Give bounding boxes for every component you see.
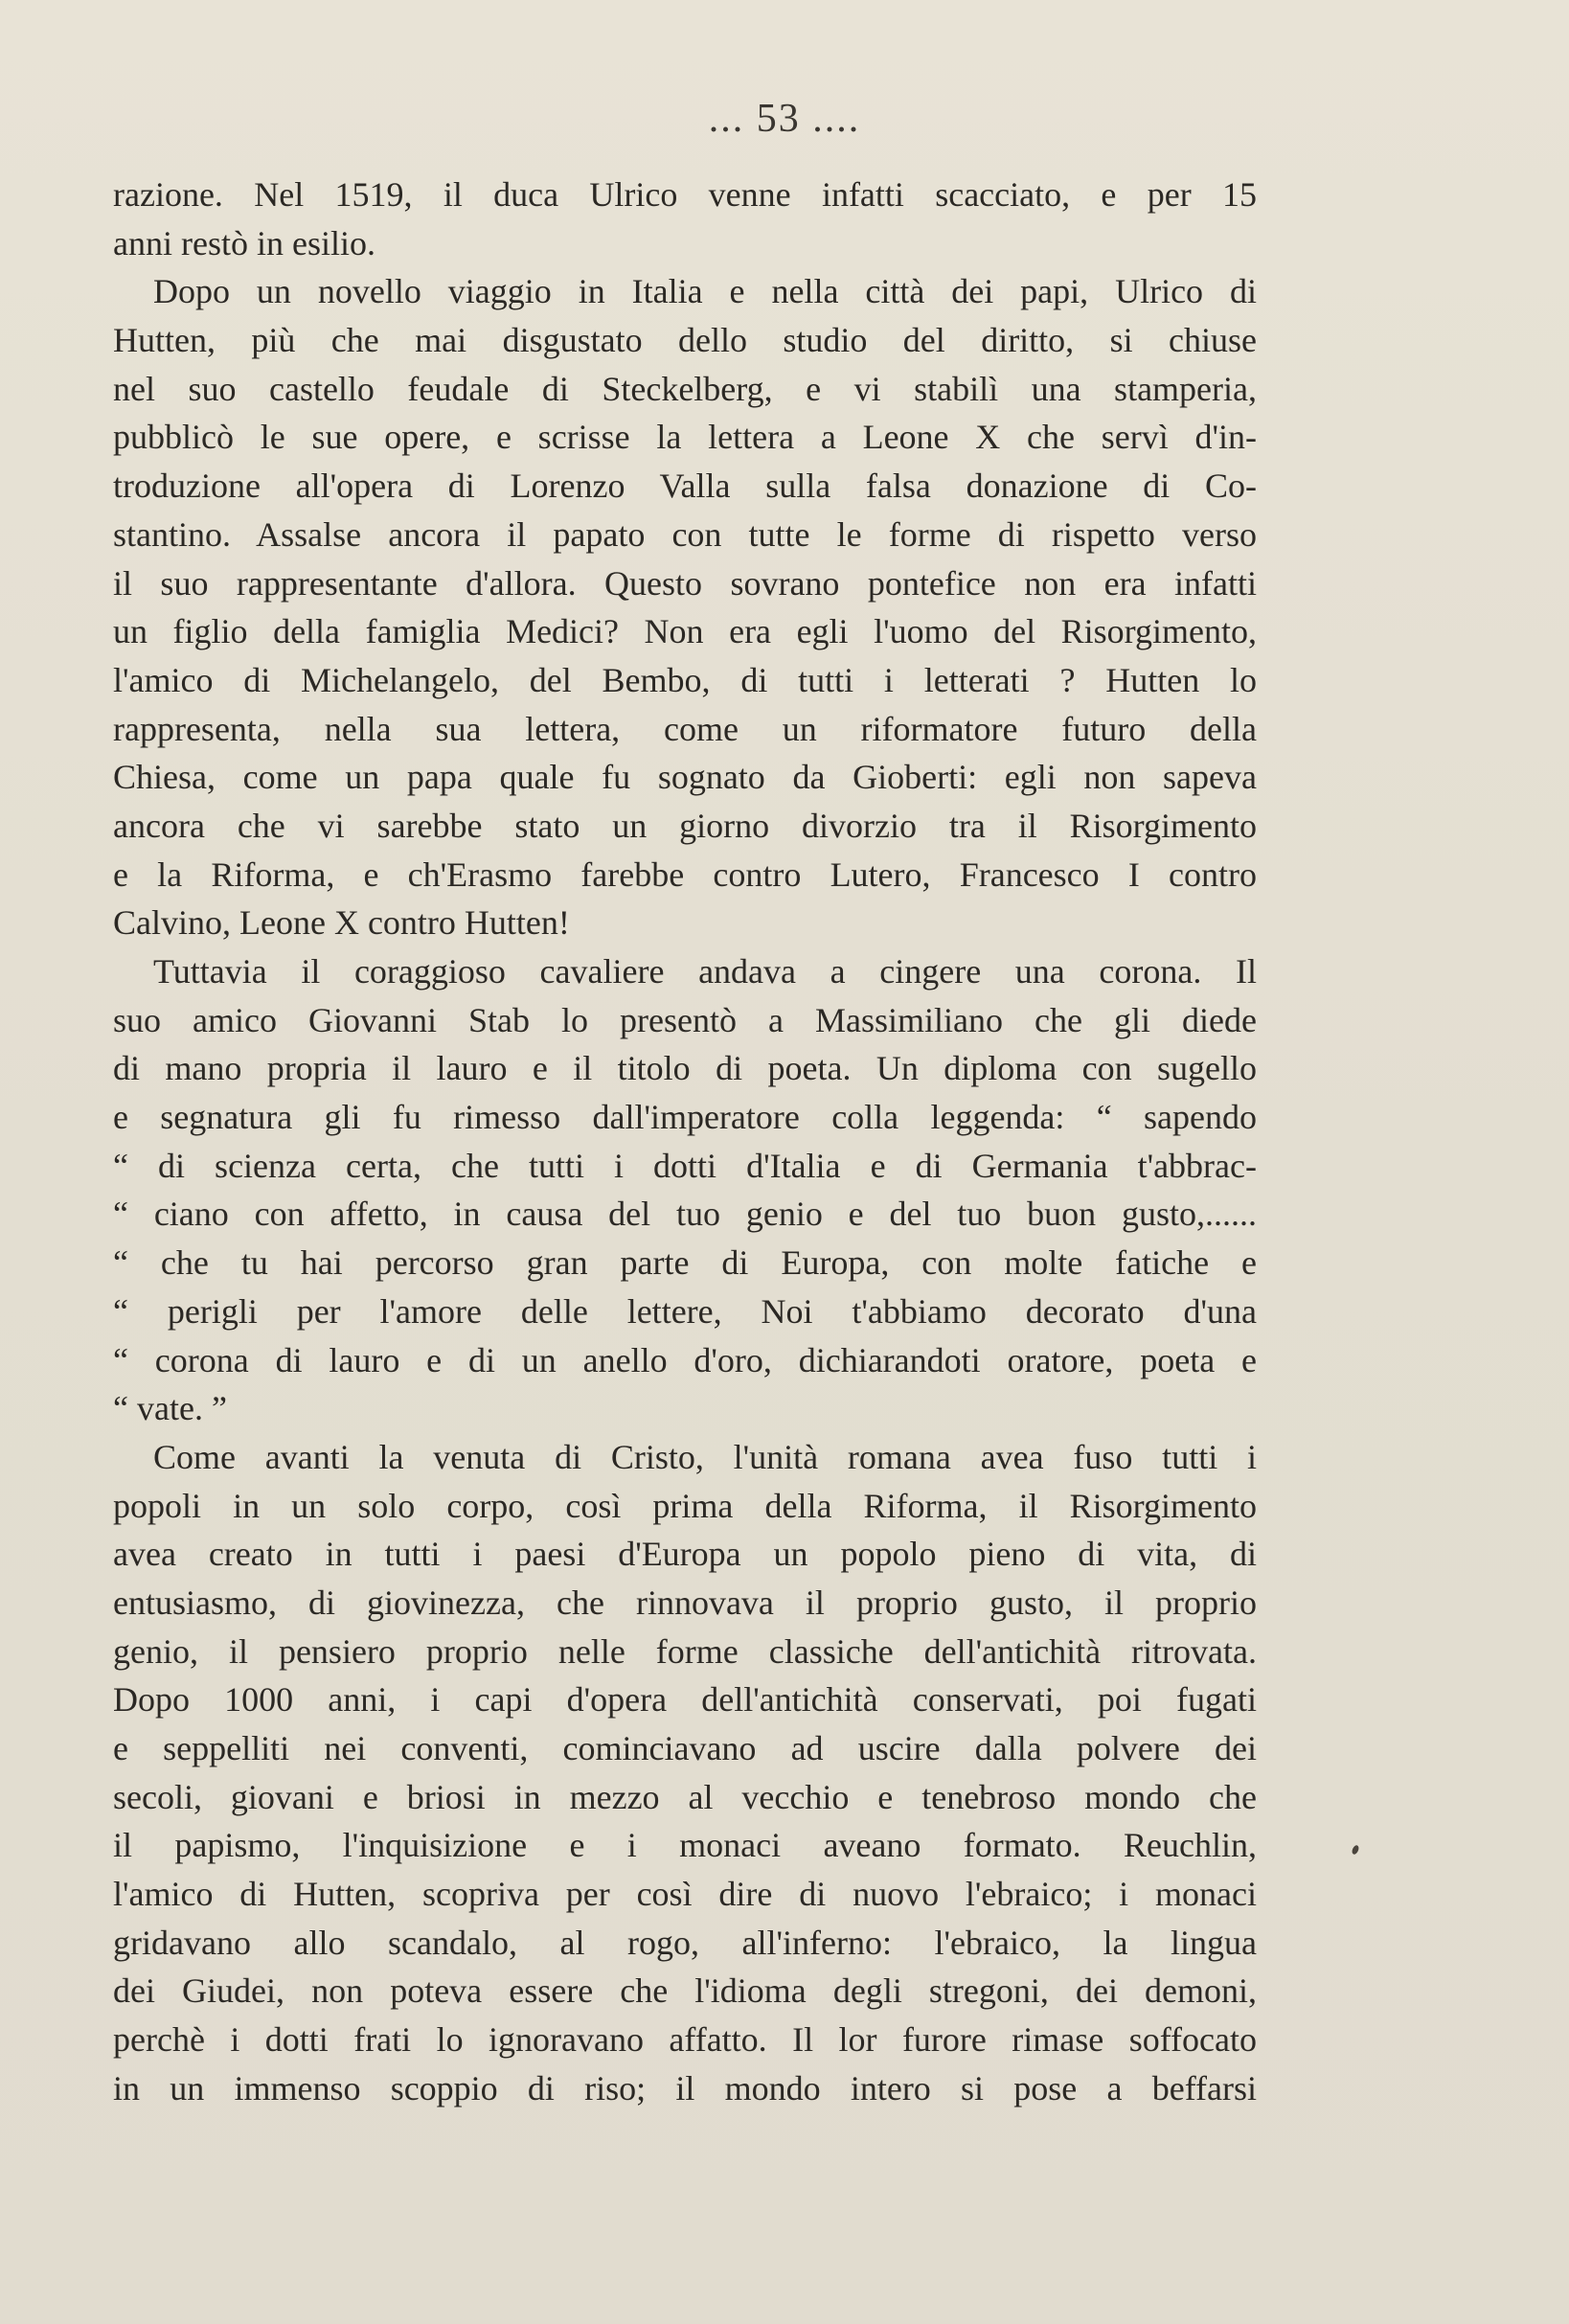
text-line: Come avanti la venuta di Cristo, l'unità romana avea fuso tutti i bbox=[153, 1437, 1257, 1476]
text-line: e segnatura gli fu rimesso dall'imperatore colla leggenda: “ sapendo bbox=[113, 1098, 1257, 1137]
text-line: “ ciano con affetto, in causa del tuo genio e del tuo buon gusto,...... bbox=[113, 1195, 1257, 1234]
text-line: secoli, giovani e briosi in mezzo al vecchio e tenebroso mondo che bbox=[113, 1777, 1257, 1816]
text-line: “ corona di lauro e di un anello d'oro, dichiarandoti oratore, poeta e bbox=[113, 1340, 1257, 1379]
text-line: entusiasmo, di giovinezza, che rinnovava il proprio gusto, il proprio bbox=[113, 1583, 1257, 1622]
text-line: e seppelliti nei conventi, cominciavano ad uscire dalla polvere dei bbox=[113, 1729, 1257, 1767]
text-line: un figlio della famiglia Medici? Non era egli l'uomo del Risorgimento, bbox=[113, 612, 1257, 651]
text-line: perchè i dotti frati lo ignoravano affatto. Il lor furore rimase soffocato bbox=[113, 2020, 1257, 2060]
body-text bbox=[113, 171, 1257, 2113]
text-line: l'amico di Michelangelo, del Bembo, di tutti i letterati ? Hutten lo bbox=[113, 660, 1257, 699]
text-line: anni restò in esilio. bbox=[113, 223, 375, 262]
text-line: razione. Nel 1519, il duca Ulrico venne infatti scacciato, e per 15 bbox=[113, 175, 1257, 214]
text-line: popoli in un solo corpo, così prima della Riforma, il Risorgimento bbox=[113, 1486, 1257, 1525]
text-line: “ vate. ” bbox=[113, 1389, 227, 1428]
text-line: Dopo un novello viaggio in Italia e nella città dei papi, Ulrico di bbox=[153, 272, 1257, 311]
text-line: “ che tu hai percorso gran parte di Europa, con molte fatiche e bbox=[113, 1243, 1257, 1283]
page-number: ... 53 .... bbox=[708, 97, 861, 141]
text-line: e la Riforma, e ch'Erasmo farebbe contro Lutero, Francesco I contro bbox=[113, 854, 1257, 894]
text-line: Chiesa, come un papa quale fu sognato da Gioberti: egli non sapeva bbox=[113, 758, 1257, 797]
ink-speck bbox=[1351, 1844, 1360, 1856]
text-line: Dopo 1000 anni, i capi d'opera dell'antichità conservati, poi fugati bbox=[113, 1680, 1257, 1720]
text-line: ancora che vi sarebbe stato un giorno divorzio tra il Risorgimento bbox=[113, 806, 1257, 845]
text-line: in un immenso scoppio di riso; il mondo intero si pose a beffarsi bbox=[113, 2068, 1257, 2108]
text-line: di mano propria il lauro e il titolo di poeta. Un diploma con sugello bbox=[113, 1049, 1257, 1088]
text-line: Hutten, più che mai disgustato dello studio del diritto, si chiuse bbox=[113, 321, 1257, 360]
text-line: Calvino, Leone X contro Hutten! bbox=[113, 903, 570, 943]
text-line: nel suo castello feudale di Steckelberg, e vi stabilì una stamperia, bbox=[113, 369, 1257, 408]
text-line: gridavano allo scandalo, al rogo, all'inferno: l'ebraico, la lingua bbox=[113, 1923, 1257, 1962]
text-line: Tuttavia il coraggioso cavaliere andava a cingere una corona. Il bbox=[153, 952, 1257, 991]
text-line: l'amico di Hutten, scopriva per così dire di nuovo l'ebraico; i monaci bbox=[113, 1875, 1257, 1914]
text-line: il papismo, l'inquisizione e i monaci aveano formato. Reuchlin, bbox=[113, 1826, 1257, 1865]
text-line: stantino. Assalse ancora il papato con tutte le forme di rispetto verso bbox=[113, 514, 1257, 554]
text-line: genio, il pensiero proprio nelle forme classiche dell'antichità ritrovata. bbox=[113, 1631, 1257, 1671]
text-line: troduzione all'opera di Lorenzo Valla sulla falsa donazione di Co- bbox=[113, 467, 1257, 506]
text-line: pubblicò le sue opere, e scrisse la lettera a Leone X che servì d'in- bbox=[113, 418, 1257, 457]
text-line: avea creato in tutti i paesi d'Europa un popolo pieno di vita, di bbox=[113, 1535, 1257, 1574]
text-line: rappresenta, nella sua lettera, come un riformatore futuro della bbox=[113, 709, 1257, 748]
text-line: il suo rappresentante d'allora. Questo sovrano pontefice non era infatti bbox=[113, 563, 1257, 603]
text-line: dei Giudei, non poteva essere che l'idioma degli stregoni, dei demoni, bbox=[113, 1971, 1257, 2011]
text-line: “ di scienza certa, che tutti i dotti d'Italia e di Germania t'abbrac- bbox=[113, 1146, 1257, 1185]
text-line: “ perigli per l'amore delle lettere, Noi t'abbiamo decorato d'una bbox=[113, 1291, 1257, 1331]
text-line: suo amico Giovanni Stab lo presentò a Massimiliano che gli diede bbox=[113, 1000, 1257, 1039]
